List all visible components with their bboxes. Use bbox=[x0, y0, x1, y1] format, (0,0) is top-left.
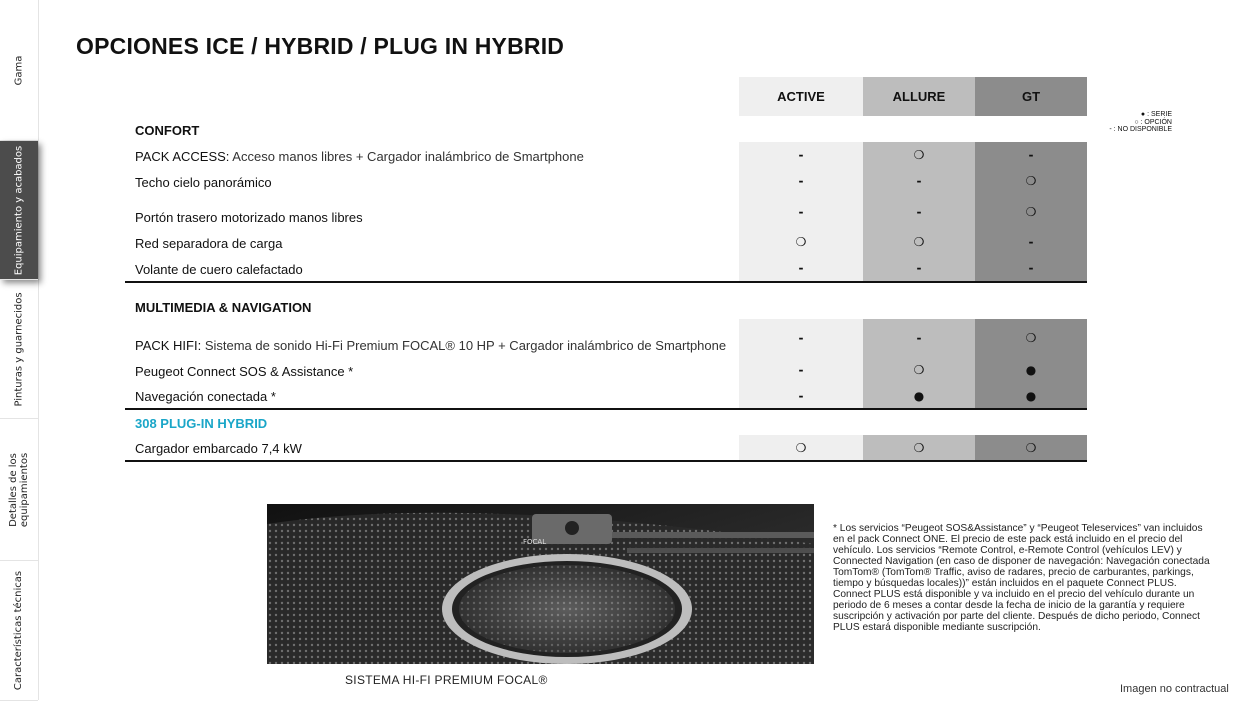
nav-tab-gama[interactable] bbox=[0, 0, 38, 141]
feature-row-label bbox=[135, 149, 584, 164]
availability-mark: ● bbox=[913, 389, 925, 403]
nav-tab-label-line2: equipamientos bbox=[19, 452, 31, 527]
feature-row-label bbox=[135, 364, 353, 379]
feature-name: Portón trasero motorizado manos libres bbox=[135, 210, 363, 225]
availability-mark: - bbox=[798, 363, 804, 377]
feature-row-label bbox=[135, 338, 726, 353]
column-header-active: ACTIVE bbox=[739, 77, 863, 116]
availability-mark: ❍ bbox=[795, 441, 807, 455]
focal-speaker-photo bbox=[267, 504, 814, 664]
section-heading-confort: CONFORT bbox=[135, 123, 200, 138]
availability-mark: - bbox=[916, 331, 922, 345]
feature-name: PACK ACCESS: bbox=[135, 149, 230, 164]
section-divider bbox=[125, 460, 1087, 462]
nav-tab-label: Pinturas y guarnecidos bbox=[13, 291, 25, 407]
feature-name: Peugeot Connect SOS & Assistance * bbox=[135, 364, 354, 379]
feature-desc: Acceso manos libres + Cargador inalámbrico de Smartphone bbox=[229, 149, 584, 164]
column-header-allure: ALLURE bbox=[863, 77, 975, 116]
legend-opcion: ○ : OPCIÓN bbox=[1134, 118, 1172, 126]
availability-mark: - bbox=[916, 261, 922, 275]
availability-mark: ❍ bbox=[913, 441, 925, 455]
nav-tab-label: Características técnicas bbox=[13, 570, 25, 691]
side-navigation bbox=[0, 0, 39, 700]
feature-desc: Sistema de sonido Hi-Fi Premium FOCAL® 10 HP + Cargador inalámbrico de Smartphone bbox=[201, 338, 727, 353]
availability-mark: ❍ bbox=[913, 363, 925, 377]
legend bbox=[1102, 111, 1172, 134]
availability-mark: ❍ bbox=[913, 235, 925, 249]
nav-tab-equipamiento[interactable] bbox=[0, 141, 38, 280]
feature-row-label bbox=[135, 441, 302, 456]
nav-tab-label: Gama bbox=[13, 55, 25, 85]
availability-mark: - bbox=[916, 174, 922, 188]
availability-mark: ❍ bbox=[1025, 174, 1037, 188]
availability-mark: ❍ bbox=[913, 148, 925, 162]
nav-tab-label bbox=[8, 452, 30, 526]
disclaimer: Imagen no contractual bbox=[1120, 683, 1229, 695]
column-header-gt: GT bbox=[975, 77, 1087, 116]
feature-row-label bbox=[135, 236, 282, 251]
availability-mark: - bbox=[798, 331, 804, 345]
availability-mark: - bbox=[798, 148, 804, 162]
page-title: OPCIONES ICE / HYBRID / PLUG IN HYBRID bbox=[76, 33, 565, 59]
section-divider bbox=[125, 281, 1087, 283]
availability-mark: ❍ bbox=[1025, 331, 1037, 345]
nav-tab-detalles[interactable] bbox=[0, 419, 38, 561]
availability-mark: ❍ bbox=[1025, 205, 1037, 219]
availability-mark: - bbox=[798, 389, 804, 403]
section-heading-multimedia: MULTIMEDIA & NAVIGATION bbox=[135, 300, 312, 315]
availability-mark: - bbox=[916, 205, 922, 219]
availability-mark: - bbox=[1028, 235, 1034, 249]
feature-row-label bbox=[135, 262, 303, 277]
feature-name: PACK HIFI: bbox=[135, 338, 202, 353]
legend-no-disponible: - : NO DISPONIBLE bbox=[1109, 126, 1172, 133]
availability-mark: - bbox=[1028, 148, 1034, 162]
footnote: * Los servicios “Peugeot SOS&Assistance” y “Peugeot Teleservices” van incluidos en el pack Connect ONE. El precio de este pack está incluido en el precio del vehículo. Los servicios “Remote Control, e-Remote Control (vehículos LEV) y Connected Navigation (en caso de disponer de navegación: Navegación conectada TomTom® (TomTom® Traffic, aviso de radares, precio de carburantes, parkings, tiempo y búsquedas locales))” están incluidos en el paquete Connect PLUS. Connect PLUS está disponible y va incluido en el precio del vehículo durante un periodo de 6 meses a contar desde la fecha de inicio de la garantía y requiere suscripción y activación por parte del cliente. Después de dicho periodo, Connect PLUS estará disponible mediante suscripción. bbox=[833, 523, 1210, 633]
availability-mark: ● bbox=[1025, 389, 1037, 403]
availability-mark: ❍ bbox=[795, 235, 807, 249]
availability-mark: - bbox=[798, 174, 804, 188]
feature-name: Volante de cuero calefactado bbox=[135, 262, 303, 277]
feature-name: Red separadora de carga bbox=[135, 236, 283, 251]
feature-row-label bbox=[135, 210, 363, 225]
nav-tab-label: Equipamiento y acabados bbox=[13, 145, 25, 275]
availability-mark: - bbox=[798, 261, 804, 275]
availability-mark: - bbox=[1028, 261, 1034, 275]
speaker-illustration bbox=[267, 504, 814, 664]
feature-name: Navegación conectada * bbox=[135, 389, 276, 404]
section-heading-plugin: 308 PLUG-IN HYBRID bbox=[135, 416, 268, 431]
photo-caption: SISTEMA HI-FI PREMIUM FOCAL® bbox=[345, 673, 548, 687]
feature-row-label bbox=[135, 175, 272, 190]
nav-tab-label-line1: Detalles de los bbox=[8, 452, 20, 527]
legend-serie: ● : SERIE bbox=[1140, 111, 1172, 118]
feature-name: Techo cielo panorámico bbox=[135, 175, 272, 190]
availability-mark: - bbox=[798, 205, 804, 219]
availability-mark: ● bbox=[1025, 363, 1037, 377]
feature-name: Cargador embarcado 7,4 kW bbox=[135, 441, 302, 456]
nav-tab-pinturas[interactable] bbox=[0, 280, 38, 419]
nav-tab-caracteristicas[interactable] bbox=[0, 561, 38, 701]
section-divider bbox=[125, 408, 1087, 410]
availability-mark: ❍ bbox=[1025, 441, 1037, 455]
feature-row-label bbox=[135, 389, 276, 404]
focal-logo-text: FOCAL bbox=[523, 538, 547, 546]
